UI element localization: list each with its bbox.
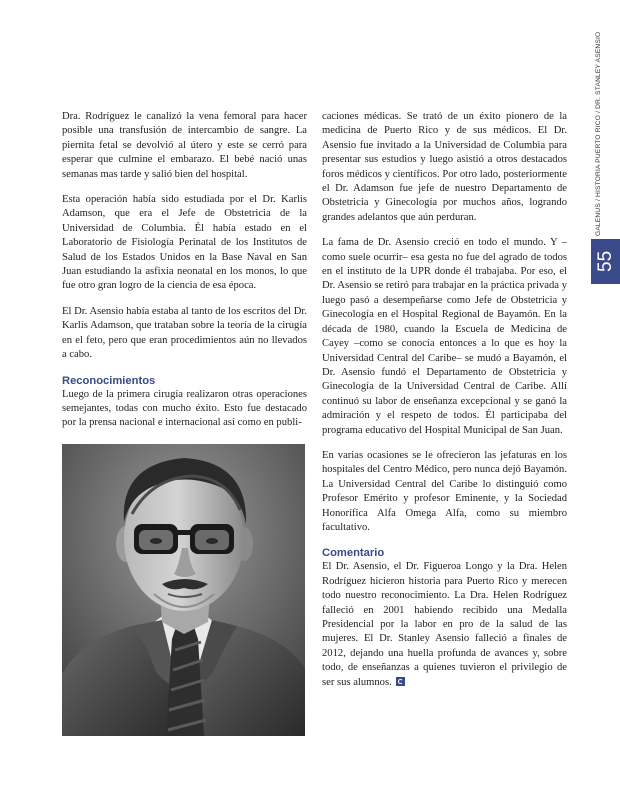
paragraph: Dra. Rodríguez le canalizó la vena femoral para hacer posible una transfusión de intercambio de sangre. La piernita fetal se devolvió al útero y este se cerró para esperar que culmine el embarazo. El bebé nació unas semanas mas tarde y salió bien del hospital. [62,111,307,180]
right-column [322,110,567,701]
paragraph: Esta operación había sido estudiada por el Dr. Karlis Adamson, que era el Jefe de Obstetricia de la Universidad de Columbia. Él había estado en el Laboratorio de Fisiología Perinatal de los Institutos de Salud de los Estados Unidos en la Base Naval en San Juan estudiando la asfixia neonatal en los monos, lo que fue otro gran logro de la ciencia de esa época. [62,194,307,292]
paragraph: La fama de Dr. Asensio creció en todo el mundo. Y –como suele ocurrir– esa gesta no fue del agrado de todos en el instituto de la UPR donde él trabajaba. Por eso, el Dr. Asensio se retiró para trabajar en la práctica privada y luego pasó a desempeñarse como Jefe de Obstetricia y Ginecología en el Hospital Regional de Bayamón. En la década de 1980, cuando la Escuela de Medicina de Cayey –como se conocía entonces a lo que es hoy la Universidad Central del Caribe– se mudó a Bayamón, el Dr. Asensio fundó el Departamento de Obstetricia y Ginecología de la Universidad Central de Caribe. Allí continuó su labor de enseñanza excepcional y se ganó la admiración y el respeto de todos. Él participaba del programa educativo del Hospital Municipal de San Juan. [322,237,567,436]
paragraph: Luego de la primera cirugía realizaron otras operaciones semejantes, todas con mucho éxito. Esto fue destacado por la prensa nacional e internacional así como en publi- [62,388,307,429]
left-column [62,110,307,442]
section-heading-comentario: Comentario [322,547,385,560]
paragraph-final [322,560,567,690]
page-number: 55 [595,250,616,273]
running-head: GALENUS / HISTORIA PUERTO RICO / DR. STANLEY ASENSIO [595,31,602,236]
page-number-tab [591,239,620,284]
paragraph-text: El Dr. Asensio, el Dr. Figueroa Longo y la Dra. Helen Rodríguez hicieron historia para Puerto Rico y merecen todo nuestro reconocimiento. La Dra. Helen Rodríguez falleció en 2001 habiendo recibido una Medalla Presidencial por la labor en pro de la salud de las mujeres. El Dr. Stanley Asensio falleció a finales de 2012, dejando una huella profunda de avances y, sobre todo, de enseñanzas a quienes tuvieron el privilegio de ser sus alumnos. [322,561,567,688]
paragraph: El Dr. Asensio había estaba al tanto de los escritos del Dr. Karlis Adamson, que trataban sobre la teoría de la cirugía en el feto, pero que eran procedimientos aún no llevados a cabo. [62,305,307,361]
paragraph: caciones médicas. Se trató de un éxito pionero de la medicina de Puerto Rico y de sus médicos. El Dr. Asensio fue invitado a la Universidad de Columbia para presentar sus estudios y luego asistió a otros destacados foros médicos y científicos. Por otro lado, posteriormente el Dr. Adamson fue jefe de nuestro Departamento de Obstetricia y Ginecología por muchos años, logrando grandes adelantos que aún perduran. [322,111,567,223]
section-heading-reconocimientos: Reconocimientos [62,374,156,387]
portrait-illustration [62,444,305,736]
portrait-photo [62,444,305,736]
paragraph: En varias ocasiones se le ofrecieron las jefaturas en los hospitales del Centro Médico, pero nunca dejó Bayamón. La Universidad Central del Caribe lo distinguió como Profesor Emérito y profesor Eminente, y la Sociedad Honorífica Alfa Omega Alfa, como su miembro facultativo. [322,449,567,533]
end-of-article-icon [396,677,405,686]
